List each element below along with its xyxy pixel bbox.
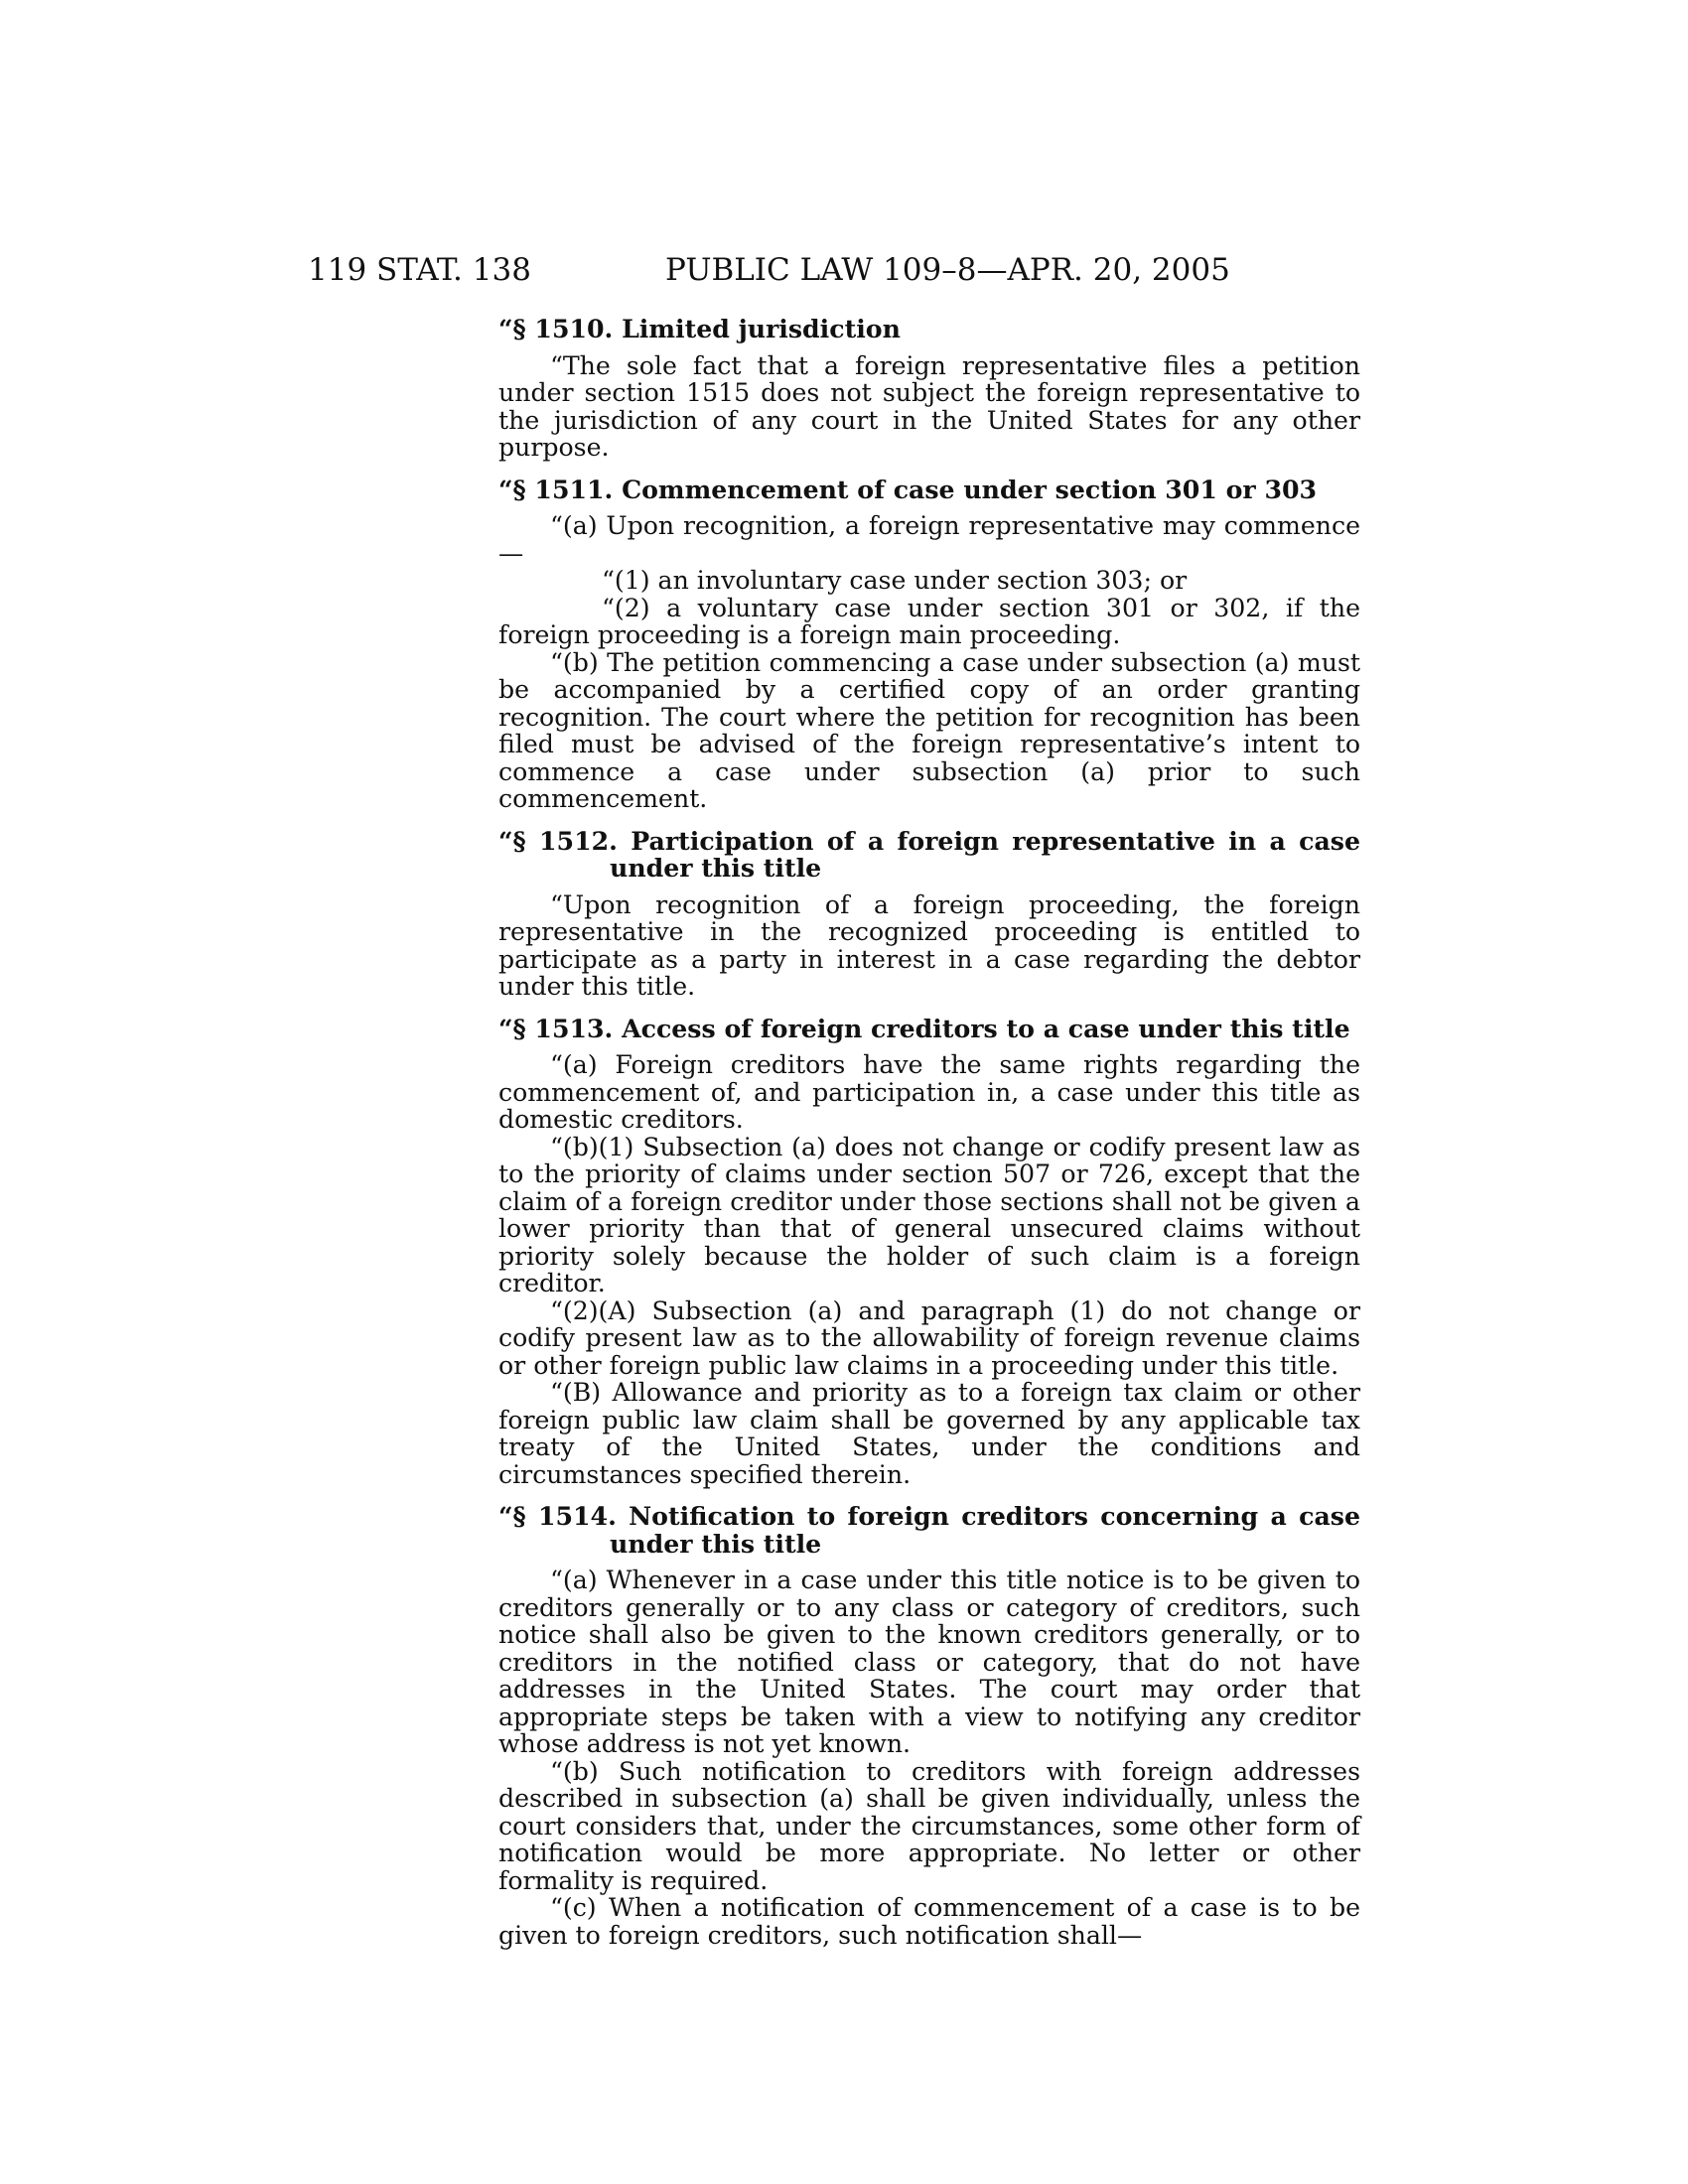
public-law-citation: PUBLIC LAW 109–8—APR. 20, 2005 [665, 252, 1230, 288]
section-paragraph: “The sole fact that a foreign representative files a petition under section 1515 does not subject the foreign representative to the jurisdiction of any court in the United States for any other purpose. [498, 350, 1360, 462]
section-paragraph: “(b) Such notification to creditors with foreign addresses described in subsection (a) shall be given individually, unless the court considers that, under the circumstances, some other form of notification would be more appropriate. No letter or other formality is required. [498, 1756, 1360, 1895]
section-subparagraph: “(2) a voluntary case under section 301 or 302, if the foreign proceeding is a foreign main proceeding. [498, 593, 1360, 649]
section-heading: “§ 1513. Access of foreign creditors to a case under this title [498, 1013, 1350, 1043]
section-paragraph: “(c) When a notification of commencement of a case is to be given to foreign creditors, such notification shall— [498, 1893, 1360, 1950]
section-1514 [498, 1503, 1360, 1949]
section-paragraph: “(b) The petition commencing a case under subsection (a) must be accompanied by a certified copy of an order granting recognition. The court where the petition for recognition has been filed must be advised of the foreign representative’s intent to commence a case under subsection (a) prior to such commencement. [498, 647, 1360, 813]
section-paragraph: “(a) Upon recognition, a foreign representative may commence— [498, 511, 1360, 568]
section-paragraph: “Upon recognition of a foreign proceeding, the foreign representative in the recognized proceeding is entitled to participate as a party in interest in a case regarding the debtor under this title. [498, 889, 1360, 1001]
section-1512 [498, 825, 1360, 1001]
section-subparagraph: “(1) an involuntary case under section 303; or [602, 566, 1188, 595]
section-1511 [498, 474, 1360, 813]
section-heading: “§ 1510. Limited jurisdiction [498, 314, 901, 343]
section-paragraph: “(a) Foreign creditors have the same rights regarding the commencement of, and participation in, a case under this title as domestic creditors. [498, 1050, 1360, 1134]
section-heading: “§ 1511. Commencement of case under section 301 or 303 [498, 474, 1318, 504]
section-heading: “§ 1512. Participation of a foreign representative in a case under this title [498, 825, 1360, 883]
running-head [308, 250, 1390, 290]
statute-page-reference: 119 STAT. 138 [308, 252, 531, 288]
section-1513 [498, 1013, 1360, 1489]
section-1510 [498, 316, 1360, 462]
statute-text-column [498, 316, 1360, 1964]
section-paragraph: “(2)(A) Subsection (a) and paragraph (1) do not change or codify present law as to the allowability of foreign revenue claims or other foreign public law claims in a proceeding under this title. [498, 1296, 1360, 1380]
section-paragraph: “(b)(1) Subsection (a) does not change or codify present law as to the priority of claims under section 507 or 726, except that the claim of a foreign creditor under those sections shall not be given a lower priority than that of general unsecured claims without priority solely because the holder of such claim is a foreign creditor. [498, 1132, 1360, 1297]
section-paragraph: “(a) Whenever in a case under this title notice is to be given to creditors generally or to any class or category of creditors, such notice shall also be given to the known creditors generally, or to creditors in the notified class or category, that do not have addresses in the United States. The court may order that appropriate steps be taken with a view to notifying any creditor whose address is not yet known. [498, 1566, 1360, 1758]
section-paragraph: “(B) Allowance and priority as to a foreign tax claim or other foreign public law claim shall be governed by any applicable tax treaty of the United States, under the conditions and circumstances specified therein. [498, 1378, 1360, 1489]
section-heading: “§ 1514. Notification to foreign creditors concerning a case under this title [498, 1501, 1360, 1559]
